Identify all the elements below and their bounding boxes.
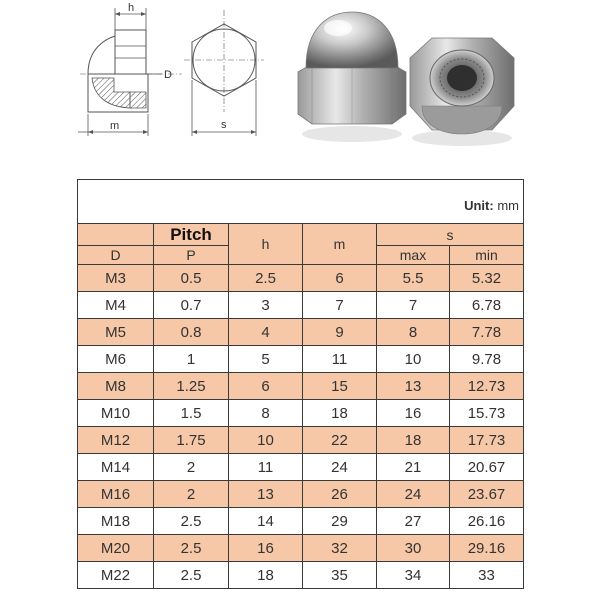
table-row [78, 319, 524, 346]
cell-min: 5.32 [450, 265, 524, 292]
product-diagram-area [0, 0, 600, 175]
cell-m: 22 [303, 427, 377, 454]
table-row [78, 400, 524, 427]
cell-max: 34 [377, 562, 450, 589]
cell-h: 16 [229, 535, 303, 562]
cell-m: 18 [303, 400, 377, 427]
cell-h: 11 [229, 454, 303, 481]
label-s: s [221, 119, 227, 131]
cell-d: M22 [78, 562, 154, 589]
label-m: m [110, 120, 120, 132]
cell-h: 2.5 [229, 265, 303, 292]
cell-m: 32 [303, 535, 377, 562]
cell-p: 1 [154, 346, 229, 373]
cell-h: 14 [229, 508, 303, 535]
cell-max: 16 [377, 400, 450, 427]
cell-d: M16 [78, 481, 154, 508]
cell-p: 0.8 [154, 319, 229, 346]
table-row [78, 292, 524, 319]
cell-max: 10 [377, 346, 450, 373]
cell-m: 26 [303, 481, 377, 508]
cell-max: 27 [377, 508, 450, 535]
header-m: m [303, 224, 377, 265]
top-hex-drawing [184, 8, 264, 148]
unit-cell [78, 180, 524, 224]
cell-max: 24 [377, 481, 450, 508]
table-row [78, 427, 524, 454]
cell-p: 2 [154, 481, 229, 508]
cell-max: 30 [377, 535, 450, 562]
unit-label: Unit: [464, 198, 494, 213]
cell-max: 5.5 [377, 265, 450, 292]
side-section-drawing [78, 2, 188, 147]
cell-p: 0.7 [154, 292, 229, 319]
cell-m: 29 [303, 508, 377, 535]
cell-min: 15.73 [450, 400, 524, 427]
unit-value: mm [497, 198, 519, 213]
cell-min: 26.16 [450, 508, 524, 535]
cell-min: 6.78 [450, 292, 524, 319]
cell-min: 23.67 [450, 481, 524, 508]
cell-p: 0.5 [154, 265, 229, 292]
cell-h: 8 [229, 400, 303, 427]
cell-d: M10 [78, 400, 154, 427]
table-row [78, 562, 524, 589]
header-max: max [377, 246, 450, 265]
cell-m: 35 [303, 562, 377, 589]
cell-min: 33 [450, 562, 524, 589]
table-row [78, 265, 524, 292]
cell-min: 29.16 [450, 535, 524, 562]
header-s: s [377, 224, 524, 246]
cell-m: 24 [303, 454, 377, 481]
header-empty [78, 224, 154, 246]
unit-row [78, 180, 524, 224]
cell-h: 6 [229, 373, 303, 400]
cell-m: 9 [303, 319, 377, 346]
table-row [78, 454, 524, 481]
header-p: P [154, 246, 229, 265]
cell-p: 1.5 [154, 400, 229, 427]
cell-p: 2.5 [154, 535, 229, 562]
cell-m: 15 [303, 373, 377, 400]
cell-d: M5 [78, 319, 154, 346]
cell-d: M18 [78, 508, 154, 535]
cell-min: 20.67 [450, 454, 524, 481]
table-row [78, 481, 524, 508]
cell-h: 5 [229, 346, 303, 373]
cell-p: 2.5 [154, 562, 229, 589]
table-row [78, 535, 524, 562]
cell-min: 17.73 [450, 427, 524, 454]
table-row [78, 373, 524, 400]
cell-max: 18 [377, 427, 450, 454]
cell-d: M20 [78, 535, 154, 562]
product-photo [292, 6, 522, 156]
label-d: D [164, 69, 172, 81]
cell-h: 3 [229, 292, 303, 319]
label-h: h [128, 2, 135, 14]
cell-max: 7 [377, 292, 450, 319]
cell-p: 2 [154, 454, 229, 481]
spec-table [77, 179, 524, 589]
cell-m: 6 [303, 265, 377, 292]
table-body [78, 265, 524, 589]
header-h: h [229, 224, 303, 265]
table-row [78, 508, 524, 535]
cell-h: 10 [229, 427, 303, 454]
cell-max: 8 [377, 319, 450, 346]
cell-p: 2.5 [154, 508, 229, 535]
cell-min: 9.78 [450, 346, 524, 373]
cell-max: 13 [377, 373, 450, 400]
cell-min: 12.73 [450, 373, 524, 400]
cell-m: 7 [303, 292, 377, 319]
cell-min: 7.78 [450, 319, 524, 346]
cell-p: 1.75 [154, 427, 229, 454]
cell-max: 21 [377, 454, 450, 481]
table-row [78, 346, 524, 373]
cell-h: 4 [229, 319, 303, 346]
cell-d: M8 [78, 373, 154, 400]
cell-m: 11 [303, 346, 377, 373]
header-min: min [450, 246, 524, 265]
cell-d: M14 [78, 454, 154, 481]
cell-d: M4 [78, 292, 154, 319]
cell-d: M6 [78, 346, 154, 373]
cell-d: M3 [78, 265, 154, 292]
header-row-1 [78, 224, 524, 246]
header-d: D [78, 246, 154, 265]
cell-h: 18 [229, 562, 303, 589]
cell-h: 13 [229, 481, 303, 508]
header-pitch: Pitch [154, 224, 229, 246]
cell-p: 1.25 [154, 373, 229, 400]
cell-d: M12 [78, 427, 154, 454]
